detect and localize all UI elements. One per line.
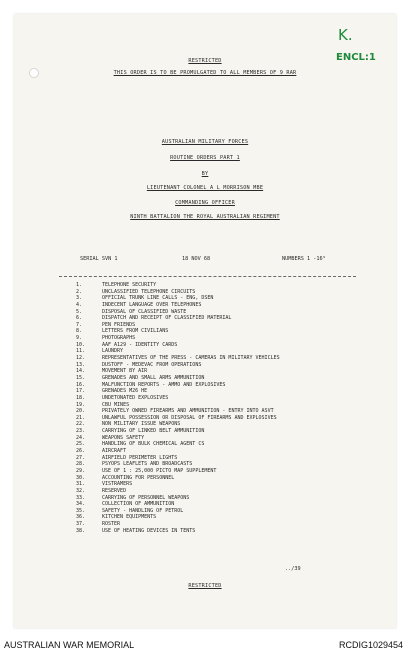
- order-item-number: 37.: [76, 521, 86, 528]
- order-item-title: CARRYING OF PERSONNEL WEAPONS: [102, 494, 190, 501]
- title-line-1: AUSTRALIAN MILITARY FORCES: [161, 139, 249, 145]
- order-item: [76, 322, 396, 329]
- order-item-number: 27.: [76, 454, 86, 461]
- order-item-title: MALFUNCTION REPORTS - AMMO AND EXPLOSIVES: [102, 381, 226, 388]
- order-item-title: HANDLING OF BULK CHEMICAL AGENT CS: [102, 441, 205, 448]
- order-item: [76, 421, 396, 428]
- order-item-number: 21.: [76, 414, 86, 421]
- order-item-title: CBU MINES: [102, 401, 130, 408]
- order-item-title: CARRYING OF LINKED BELT AMMUNITION: [102, 428, 205, 435]
- order-item-title: RESERVED: [102, 487, 127, 494]
- order-item-number: 20.: [76, 408, 86, 415]
- order-item: [76, 501, 396, 508]
- order-item: [76, 335, 396, 342]
- order-item: [76, 355, 396, 362]
- order-item-number: 14.: [76, 368, 86, 375]
- order-item-number: 9.: [76, 335, 83, 342]
- order-item: [76, 282, 396, 289]
- order-item-title: UNCLASSIFIED TELEPHONE CIRCUITS: [102, 288, 196, 295]
- order-item-number: 35.: [76, 507, 86, 514]
- order-item-title: LETTERS FROM CIVILIANS: [102, 328, 169, 335]
- order-item-title: MOVEMENT BY AIR: [102, 368, 148, 375]
- restricted-bottom: RESTRICTED: [188, 583, 222, 589]
- order-item-number: 6.: [76, 315, 83, 322]
- order-item-number: 24.: [76, 434, 86, 441]
- order-item: [76, 435, 396, 442]
- order-item-title: USE OF HEATING DEVICES IN TENTS: [102, 527, 196, 534]
- order-item-title: PRIVATELY OWNED FIREARMS AND AMMUNITION - ENTRY INTO ASVT: [102, 408, 274, 415]
- order-item-number: 36.: [76, 514, 86, 521]
- order-item-number: 25.: [76, 441, 86, 448]
- order-item-title: NON MILITARY ISSUE WEAPONS: [102, 421, 181, 428]
- order-item: [76, 342, 396, 349]
- order-item-title: OFFICIAL TRUNK LINE CALLS - ENG, DSEN: [102, 295, 214, 302]
- promulgation-note: THIS ORDER IS TO BE PROMULGATED TO ALL MEMBERS OF 9 RAR: [113, 70, 297, 76]
- title-line-5: COMMANDING OFFICER: [175, 200, 235, 206]
- order-item-number: 3.: [76, 295, 83, 302]
- order-item-number: 8.: [76, 328, 83, 335]
- order-item: [76, 402, 396, 409]
- order-item-title: PEN FRIENDS: [102, 321, 136, 328]
- order-item-number: 5.: [76, 308, 83, 315]
- divider-rule: [59, 276, 356, 277]
- order-item-title: LAUNDRY: [102, 348, 124, 355]
- order-item-number: 30.: [76, 474, 86, 481]
- order-item-number: 15.: [76, 374, 86, 381]
- order-item-title: SAFETY - HANDLING OF PETROL: [102, 507, 184, 514]
- title-line-4: LIEUTENANT COLONEL A L MORRISON MBE: [146, 185, 264, 191]
- order-item-title: INDECENT LANGUAGE OVER TELEPHONES: [102, 301, 202, 308]
- order-item-title: PHOTOGRAPHS: [102, 335, 136, 342]
- order-item-title: USE OF 1 : 25,000 PICTO MAP SUPPLEMENT: [102, 467, 217, 474]
- order-item-title: UNLAWFUL POSSESSION OR DISPOSAL OF FIREARMS AND EXPLOSIVES: [102, 414, 277, 421]
- order-item-number: 11.: [76, 348, 86, 355]
- order-item-number: 28.: [76, 461, 86, 468]
- order-item: [76, 375, 396, 382]
- order-item: [76, 448, 396, 455]
- order-item-title: REPRESENTATIVES OF THE PRESS - CAMERAS IN MILITARY VEHICLES: [102, 355, 280, 362]
- order-item-title: GRENADES AND SMALL ARMS AMMUNITION: [102, 374, 205, 381]
- order-item-title: AIRFIELD PERIMETER LIGHTS: [102, 454, 178, 461]
- order-item: [76, 514, 396, 521]
- order-item: [76, 461, 396, 468]
- order-item-number: 26.: [76, 448, 86, 455]
- title-line-3: BY: [201, 171, 209, 177]
- serial-number: SERIAL SVN 1: [80, 256, 118, 262]
- order-item-title: GRENADES M26 HE: [102, 388, 148, 395]
- order-item-number: 32.: [76, 487, 86, 494]
- order-item-number: 23.: [76, 428, 86, 435]
- order-item: [76, 475, 396, 482]
- order-item-number: 18.: [76, 394, 86, 401]
- order-item-number: 34.: [76, 501, 86, 508]
- order-item: [76, 468, 396, 475]
- order-item-title: KITCHEN EQUIPMENTS: [102, 514, 157, 521]
- order-item-title: AAF A129 - IDENTITY CARDS: [102, 341, 178, 348]
- order-item: [76, 368, 396, 375]
- order-item-number: 12.: [76, 355, 86, 362]
- order-item: [76, 528, 396, 535]
- order-item-title: COLLECTION OF AMMUNITION: [102, 501, 175, 508]
- footer-id: RCDIG1029454: [338, 640, 403, 650]
- order-item-number: 4.: [76, 301, 83, 308]
- order-numbers: NUMBERS 1 -16⁹: [282, 256, 326, 262]
- order-item-number: 17.: [76, 388, 86, 395]
- order-item: [76, 295, 396, 302]
- order-item: [76, 388, 396, 395]
- order-item-number: 33.: [76, 494, 86, 501]
- handwritten-enclosure: ENCL:1: [336, 52, 376, 63]
- order-item-number: 13.: [76, 361, 86, 368]
- order-item-title: TELEPHONE SECURITY: [102, 282, 157, 288]
- order-item: [76, 328, 396, 335]
- order-item-number: 31.: [76, 481, 86, 488]
- order-item-title: UNDETONATED EXPLOSIVES: [102, 394, 169, 401]
- order-item: [76, 382, 396, 389]
- handwritten-mark: K.: [338, 26, 353, 44]
- order-item-title: DISPOSAL OF CLASSIFIED WASTE: [102, 308, 187, 315]
- restricted-top: RESTRICTED: [188, 58, 222, 64]
- order-item: [76, 289, 396, 296]
- order-item: [76, 488, 396, 495]
- order-item: [76, 302, 396, 309]
- order-item-title: ACCOUNTING FOR PERSONNEL: [102, 474, 175, 481]
- order-item: [76, 521, 396, 528]
- order-item-title: DISPATCH AND RECEIPT OF CLASSIFIED MATERIAL: [102, 315, 232, 322]
- order-item: [76, 428, 396, 435]
- order-item: [76, 309, 396, 316]
- order-date: 18 NOV 68: [182, 256, 211, 262]
- order-item-title: WEAPONS SAFETY: [102, 434, 145, 441]
- order-item: [76, 508, 396, 515]
- order-item-number: 1.: [76, 282, 83, 288]
- order-item-title: DUSTOFF - MEDEVAC FROM OPERATIONS: [102, 361, 202, 368]
- order-item-title: ROSTER: [102, 521, 121, 528]
- continuation-note: ../39: [285, 566, 301, 572]
- title-line-6: NINTH BATTALION THE ROYAL AUSTRALIAN REGIMENT: [130, 214, 280, 220]
- order-items-list: [76, 282, 396, 534]
- order-item-number: 29.: [76, 467, 86, 474]
- order-item: [76, 415, 396, 422]
- document-page: [14, 14, 396, 628]
- order-item-number: 10.: [76, 341, 86, 348]
- order-item-title: VISTRAMERS: [102, 481, 133, 488]
- order-item: [76, 348, 396, 355]
- order-item: [76, 362, 396, 369]
- order-item: [76, 408, 396, 415]
- order-item: [76, 481, 396, 488]
- title-line-2: ROUTINE ORDERS PART 1: [170, 155, 240, 161]
- footer-source: AUSTRALIAN WAR MEMORIAL: [4, 640, 135, 650]
- order-item-number: 38.: [76, 527, 86, 534]
- order-item-number: 2.: [76, 288, 83, 295]
- order-item-title: PSYOPS LEAFLETS AND BROADCASTS: [102, 461, 193, 468]
- order-item: [76, 315, 396, 322]
- order-item: [76, 395, 396, 402]
- order-item-number: 22.: [76, 421, 86, 428]
- order-item: [76, 441, 396, 448]
- order-item-number: 19.: [76, 401, 86, 408]
- order-item: [76, 455, 396, 462]
- order-item: [76, 495, 396, 502]
- order-item-title: AIRCRAFT: [102, 448, 127, 455]
- order-item-number: 16.: [76, 381, 86, 388]
- order-item-number: 7.: [76, 321, 83, 328]
